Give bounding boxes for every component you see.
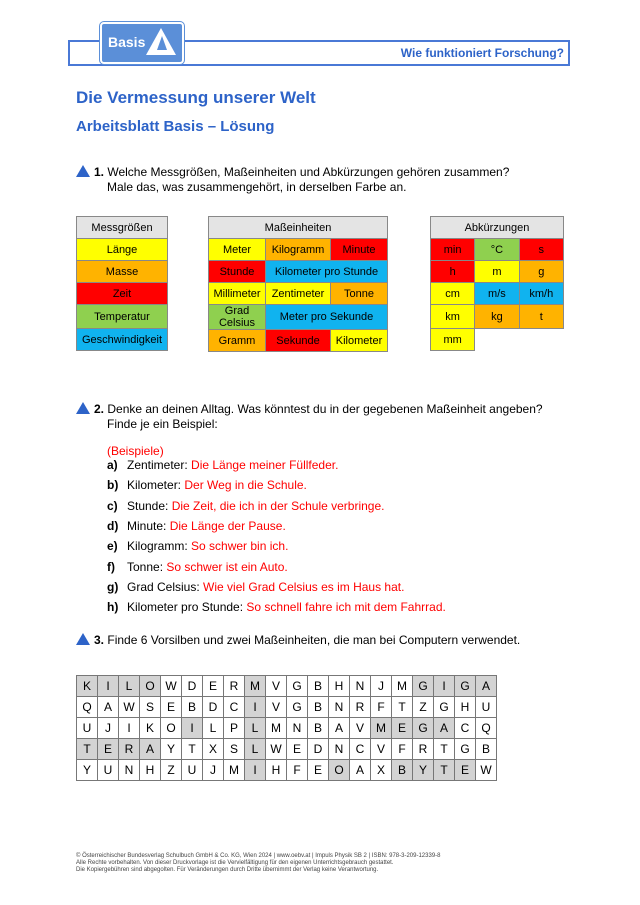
grid-cell: H (455, 697, 476, 718)
grid-cell: B (308, 718, 329, 739)
table-abkuerzungen (430, 216, 564, 351)
example-item (107, 458, 338, 472)
task-number: 2. (94, 402, 105, 416)
table-cell: Grad Celsius (209, 305, 266, 330)
example-item (107, 600, 446, 614)
grid-cell: E (455, 760, 476, 781)
grid-cell: V (266, 697, 287, 718)
grid-cell: V (371, 739, 392, 760)
grid-cell: N (350, 676, 371, 697)
example-item (107, 539, 288, 553)
grid-cell: D (203, 697, 224, 718)
example-unit: Tonne: (127, 559, 164, 574)
grid-row (77, 760, 497, 781)
grid-cell: I (98, 676, 119, 697)
grid-cell: O (140, 676, 161, 697)
grid-cell: E (161, 697, 182, 718)
example-answer: Wie viel Grad Celsius es im Haus hat. (203, 579, 405, 594)
example-answer: Der Weg in die Schule. (184, 478, 307, 493)
grid-cell: B (182, 697, 203, 718)
table-cell: km/h (519, 283, 563, 305)
grid-cell: E (98, 739, 119, 760)
grid-cell: F (287, 760, 308, 781)
grid-cell: Z (161, 760, 182, 781)
task-text: Finde 6 Vorsilben und zwei Maßeinheiten, die man bei Computern verwendet. (107, 633, 521, 647)
example-unit: Kilometer pro Stunde: (127, 600, 244, 615)
grid-cell: M (266, 718, 287, 739)
table-cell: Temperatur (77, 305, 168, 329)
example-item (107, 560, 288, 574)
grid-cell: Q (476, 718, 497, 739)
grid-cell: L (203, 718, 224, 739)
page-title: Die Vermessung unserer Welt (76, 88, 316, 107)
grid-cell: W (161, 676, 182, 697)
grid-cell: O (161, 718, 182, 739)
table-cell: Minute (331, 239, 388, 261)
grid-cell: I (182, 718, 203, 739)
grid-cell: V (266, 676, 287, 697)
task-triangle-icon (76, 633, 90, 645)
grid-cell: R (413, 739, 434, 760)
grid-cell: R (119, 739, 140, 760)
grid-cell: N (329, 697, 350, 718)
table-cell: °C (475, 239, 519, 261)
table-cell: Gramm (209, 330, 266, 352)
example-item (107, 580, 404, 594)
grid-cell: A (140, 739, 161, 760)
grid-cell: T (434, 760, 455, 781)
grid-cell: B (308, 676, 329, 697)
grid-cell: T (392, 697, 413, 718)
example-unit: Stunde: (127, 498, 169, 513)
task-text-2: Finde je ein Beispiel: (107, 417, 218, 431)
grid-cell: T (77, 739, 98, 760)
grid-cell: O (329, 760, 350, 781)
grid-cell: K (140, 718, 161, 739)
grid-cell: Y (413, 760, 434, 781)
grid-cell: G (287, 676, 308, 697)
task-text: Welche Messgrößen, Maßeinheiten und Abkürzungen gehören zusammen? (107, 165, 510, 179)
grid-cell: I (245, 697, 266, 718)
grid-cell: B (392, 760, 413, 781)
grid-cell: N (329, 739, 350, 760)
grid-cell: Z (413, 697, 434, 718)
grid-cell: Y (77, 760, 98, 781)
example-label: b) (107, 478, 119, 493)
example-unit: Minute: (127, 518, 167, 533)
page-subtitle: Arbeitsblatt Basis – Lösung (76, 118, 275, 135)
grid-cell: S (140, 697, 161, 718)
example-label: e) (107, 539, 118, 554)
table-cell: Kilometer pro Stunde (266, 261, 388, 283)
grid-cell: A (476, 676, 497, 697)
grid-cell: A (350, 760, 371, 781)
table-cell: kg (475, 305, 519, 329)
grid-cell: W (266, 739, 287, 760)
table-cell: h (431, 261, 475, 283)
grid-cell: T (434, 739, 455, 760)
example-unit: Zentimeter: (127, 458, 188, 472)
grid-cell: A (329, 718, 350, 739)
grid-cell: E (392, 718, 413, 739)
grid-cell: L (119, 676, 140, 697)
grid-cell: W (476, 760, 497, 781)
example-answer: Die Länge meiner Füllfeder. (191, 458, 339, 472)
table-header: Messgrößen (77, 217, 168, 239)
example-label: c) (107, 498, 118, 513)
table-cell: Tonne (331, 283, 388, 305)
table-cell: Masse (77, 261, 168, 283)
task-2 (76, 402, 543, 432)
example-unit: Kilometer: (127, 478, 182, 493)
grid-row (77, 739, 497, 760)
grid-cell: F (392, 739, 413, 760)
grid-cell: D (308, 739, 329, 760)
task-1 (76, 165, 509, 195)
table-cell: s (519, 239, 563, 261)
task-number: 3. (94, 633, 105, 647)
grid-cell: L (245, 718, 266, 739)
grid-cell: U (476, 697, 497, 718)
grid-cell: C (455, 718, 476, 739)
example-label: g) (107, 579, 119, 594)
example-answer: So schwer ist ein Auto. (166, 559, 288, 574)
basis-logo (100, 22, 184, 64)
grid-cell: N (287, 718, 308, 739)
grid-cell: M (392, 676, 413, 697)
table-cell: m (475, 261, 519, 283)
grid-cell: K (77, 676, 98, 697)
table-cell: g (519, 261, 563, 283)
grid-cell: G (287, 697, 308, 718)
table-cell: Geschwindigkeit (77, 329, 168, 351)
grid-cell: N (119, 760, 140, 781)
example-label: a) (107, 458, 118, 472)
empty-cell (519, 329, 563, 351)
table-cell: t (519, 305, 563, 329)
table-cell: Kilometer (331, 330, 388, 352)
task-triangle-icon (76, 165, 90, 177)
grid-cell: I (119, 718, 140, 739)
footer-line: © Österreichischer Bundesverlag Schulbuch GmbH & Co. KG, Wien 2024 | www.oebv.at | Impuls Physik SB 2 | ISBN: 978-3-209-12339-8 (76, 853, 441, 859)
example-label: f) (107, 559, 115, 574)
example-answer: So schnell fahre ich mit dem Fahrrad. (246, 600, 446, 615)
grid-row (77, 697, 497, 718)
table-cell: Zentimeter (266, 283, 331, 305)
example-answer: Die Länge der Pause. (169, 518, 286, 533)
grid-cell: H (140, 760, 161, 781)
grid-cell: Y (161, 739, 182, 760)
example-answer: So schwer bin ich. (191, 539, 289, 554)
table-messgroessen (76, 216, 168, 351)
grid-cell: F (371, 697, 392, 718)
table-cell: Millimeter (209, 283, 266, 305)
grid-cell: D (182, 676, 203, 697)
grid-cell: A (98, 697, 119, 718)
table-header: Maßeinheiten (209, 217, 388, 239)
task-text: Denke an deinen Alltag. Was könntest du in der gegebenen Maßeinheit angeben? (107, 402, 543, 416)
footer-line: Alle Rechte vorbehalten. Von dieser Druckvorlage ist die Vervielfältigung für den eigenen Unterrichtsgebrauch gestattet. (76, 860, 394, 866)
table-header: Abkürzungen (431, 217, 564, 239)
grid-cell: I (434, 676, 455, 697)
grid-cell: G (413, 718, 434, 739)
example-item (107, 499, 385, 513)
grid-cell: H (329, 676, 350, 697)
grid-cell: X (371, 760, 392, 781)
example-label: d) (107, 518, 119, 533)
grid-cell: G (455, 676, 476, 697)
grid-cell: G (455, 739, 476, 760)
word-search-grid (76, 675, 497, 781)
grid-cell: M (371, 718, 392, 739)
logo-triangle-inner-icon (157, 36, 167, 50)
grid-cell: Q (77, 697, 98, 718)
table-cell: Kilogramm (266, 239, 331, 261)
grid-cell: C (224, 697, 245, 718)
grid-cell: M (224, 760, 245, 781)
table-cell: Meter pro Sekunde (266, 305, 388, 330)
footer (76, 853, 441, 874)
series-title: Wie funktioniert Forschung? (400, 46, 564, 60)
grid-cell: E (308, 760, 329, 781)
grid-cell: P (224, 718, 245, 739)
grid-cell: H (266, 760, 287, 781)
grid-cell: B (308, 697, 329, 718)
grid-cell: C (350, 739, 371, 760)
task-text-2: Male das, was zusammengehört, in derselben Farbe an. (107, 180, 407, 194)
table-cell: m/s (475, 283, 519, 305)
table-cell: cm (431, 283, 475, 305)
grid-cell: W (119, 697, 140, 718)
grid-cell: U (182, 760, 203, 781)
grid-row (77, 718, 497, 739)
grid-cell: J (98, 718, 119, 739)
table-cell: Sekunde (266, 330, 331, 352)
grid-cell: E (203, 676, 224, 697)
example-label: h) (107, 600, 119, 615)
example-answer: Die Zeit, die ich in der Schule verbringe. (171, 498, 385, 513)
grid-cell: I (245, 760, 266, 781)
grid-cell: X (203, 739, 224, 760)
grid-cell: A (434, 718, 455, 739)
grid-cell: J (203, 760, 224, 781)
table-cell: mm (431, 329, 475, 351)
grid-row (77, 676, 497, 697)
table-cell: Zeit (77, 283, 168, 305)
table-cell: min (431, 239, 475, 261)
task-triangle-icon (76, 402, 90, 414)
examples-label: (Beispiele) (107, 444, 164, 458)
grid-cell: R (224, 676, 245, 697)
example-unit: Kilogramm: (127, 539, 188, 554)
task-3 (76, 633, 520, 648)
grid-cell: U (98, 760, 119, 781)
grid-cell: G (434, 697, 455, 718)
grid-cell: G (413, 676, 434, 697)
grid-cell: V (350, 718, 371, 739)
grid-cell: R (350, 697, 371, 718)
example-item (107, 519, 286, 533)
table-cell: km (431, 305, 475, 329)
grid-cell: T (182, 739, 203, 760)
empty-cell (475, 329, 519, 351)
grid-cell: S (224, 739, 245, 760)
table-cell: Meter (209, 239, 266, 261)
task-number: 1. (94, 165, 105, 179)
grid-cell: B (476, 739, 497, 760)
footer-line: Die Kopiergebühren sind abgegolten. Für Veränderungen durch Dritte übernimmt der Verlag keine Verantwortung. (76, 867, 379, 873)
table-cell: Länge (77, 239, 168, 261)
grid-cell: L (245, 739, 266, 760)
example-item (107, 478, 307, 492)
example-unit: Grad Celsius: (127, 579, 200, 594)
table-cell: Stunde (209, 261, 266, 283)
grid-cell: J (371, 676, 392, 697)
grid-cell: E (287, 739, 308, 760)
table-masseinheiten (208, 216, 388, 352)
grid-cell: M (245, 676, 266, 697)
grid-cell: U (77, 718, 98, 739)
logo-text: Basis (108, 34, 146, 50)
